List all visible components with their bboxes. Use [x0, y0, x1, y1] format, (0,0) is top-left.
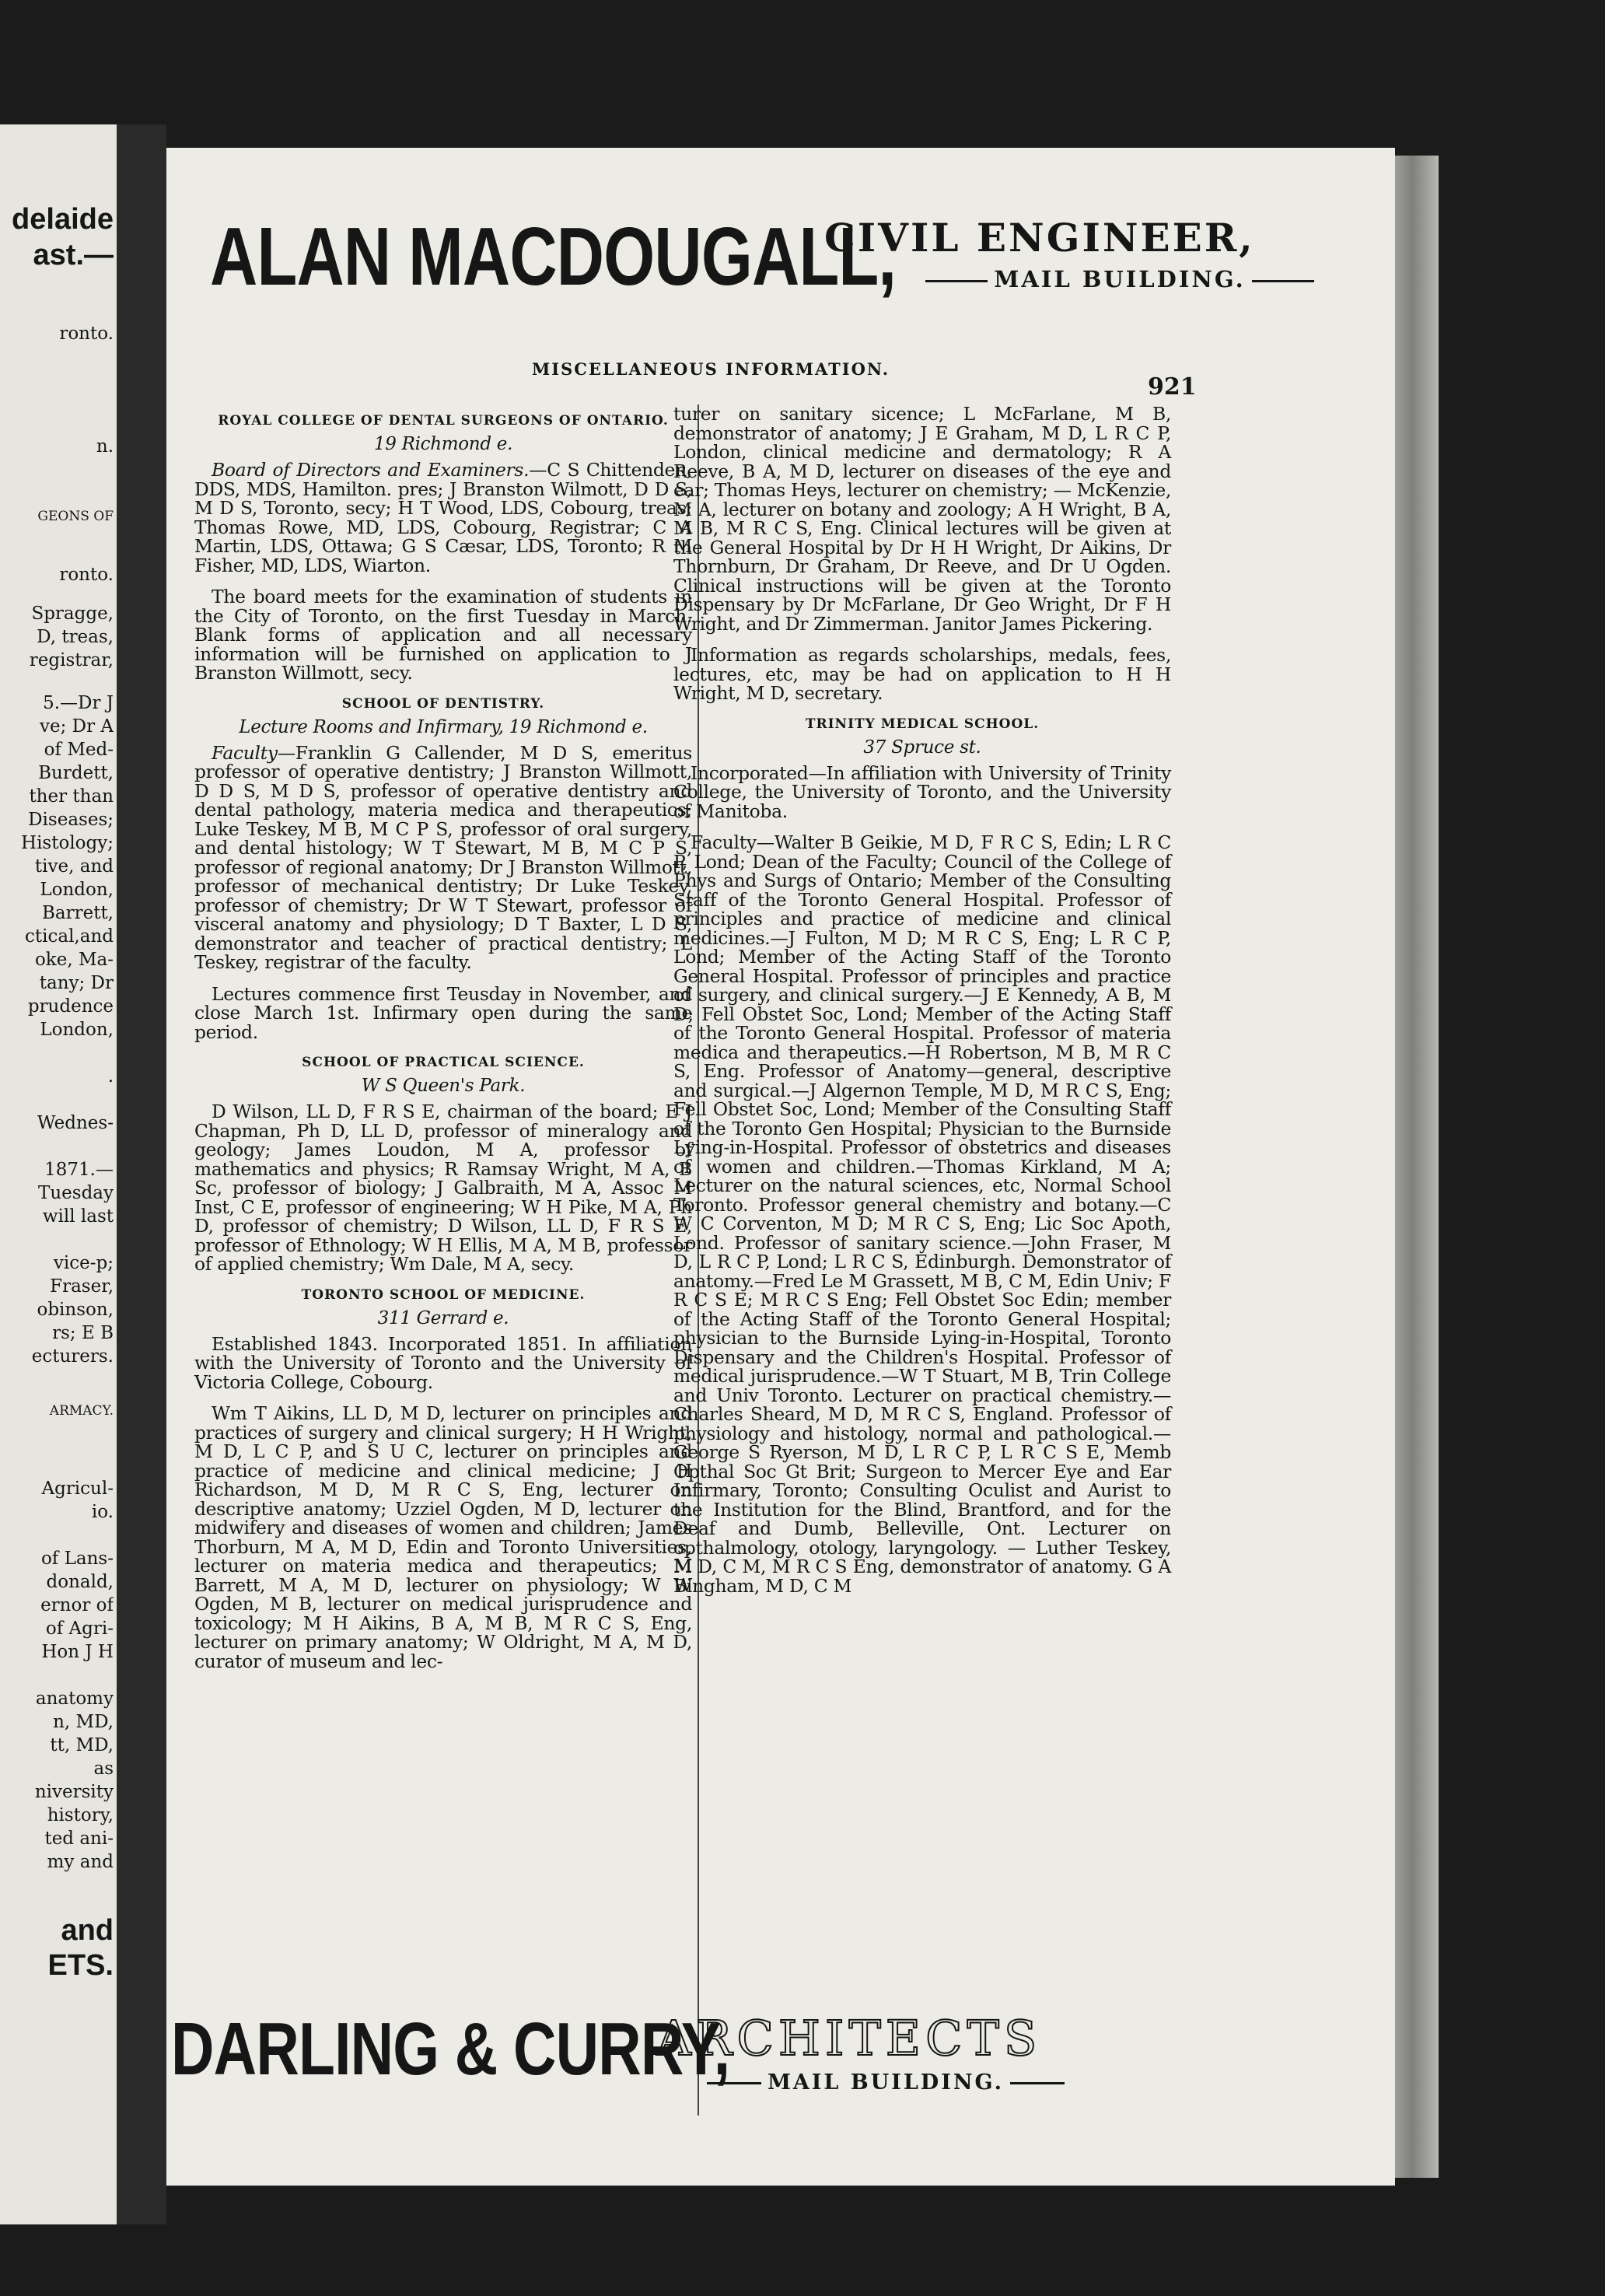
advertiser-name: ALAN MACDOUGALL,: [210, 211, 897, 303]
adjacent-page-fragment: tive, and: [34, 856, 114, 877]
paragraph-lead: Faculty: [212, 741, 278, 764]
adjacent-page-fragment: Fraser,: [50, 1276, 114, 1297]
adjacent-page-fragment: Agricul-: [41, 1479, 114, 1499]
section-address: 19 Richmond e.: [373, 434, 513, 454]
section-address: 311 Gerrard e.: [377, 1307, 509, 1328]
adjacent-page-fragment: Hon J H: [41, 1642, 114, 1662]
adjacent-page-fragment: D, treas,: [37, 627, 114, 647]
adjacent-page-fragment: my and: [47, 1852, 114, 1872]
adjacent-page-fragment: Histology;: [21, 833, 114, 853]
adjacent-page-fragment: Burdett,: [38, 763, 114, 783]
adjacent-page-fragment: n, MD,: [53, 1712, 114, 1732]
adjacent-page-fragment: vice-p;: [53, 1253, 114, 1273]
advertiser-trade: CIVIL ENGINEER,: [824, 215, 1255, 261]
paragraph: turer on sanitary sicence; L McFarlane, M B, demonstrator of anatomy; J E Graham, M D, L R C P, London, clinical medicine and dermatology; R A Reeve, B A, M D, lecturer on diseases of the eye and ear; Thomas Heys, lecturer on chemistry; — McKenzie, M A, lecturer on botany and zoology; A H Wright, B A, M B, M R C S, Eng. Clinical lectures will be given at the General Hospital by Dr H H Wright, Dr Aikins, Dr Thornburn, Dr Graham, Dr Reeve, and Dr U Ogden. Clinical instructions will be given at the Toronto Dispensary by Dr McFarlane, Dr Geo Wright, Dr F H Wright, and Dr Zimmerman. Janitor James Pickering.: [673, 403, 1171, 635]
adjacent-page-fragment: as: [93, 1759, 114, 1779]
adjacent-page-fragment: prudence: [27, 996, 114, 1017]
advertiser-address: MAIL BUILDING.: [832, 266, 1395, 292]
paragraph: Faculty—Walter B Geikie, M D, F R C S, Edin; L R C P, Lond; Dean of the Faculty; Council of the College of Phys and Surgs of Ontario; Member of the Consulting Staff of the Toronto General Hospital. Professor of principles and practice of medicine and clinical medicines.—J Fulton, M D; M R C S, Eng; L R C P, Lond; Member of the Acting Staff of the Toronto General Hospital. Professor of principles and practice of surgery, and clinical surgery.—J E Kennedy, A B, M D; Fell Obstet Soc, Lond; Member of the Acting Staff of the Toronto General Hospital. Professor of materia medica and therapeutics.—H Robertson, M B, M R C S, Eng. Professor of Anatomy—general, descriptive and surgical.—J Algernon Temple, M D, M R C S, Eng; Fell Obstet Soc, Lond; Member of the Consulting Staff of the Toronto Gen Hospital; Physician to the Burnside Lying-in-Hospital. Professor of obstetrics and diseases of women and children.—Thomas Kirkland, M A; Lecturer on the natural sciences, etc, Normal School Toronto. Professor general chemistry and botany.—C W C Corventon, M D; M R C S, Eng; Lic Soc Apoth, Lond. Professor of sanitary science.—John Fraser, M D, L R C P, Lond; L R C S, Edinburgh. Demonstrator of anatomy.—Fred Le M Grassett, M B, C M, Edin Univ; F R C S E; M R C S Eng; Fell Obstet Soc Edin; member of the Acting Staff of the Toronto General Hospital; physician to the Burnside Lying-in-Hospital, Toronto Dispensary and the Children's Hospital. Professor of medical jurisprudence.—W T Stuart, M B, Trin College and Univ Toronto. Lecturer on practical chemistry.—Charles Sheard, M D, M R C S, England. Professor of physiology and histology, normal and pathological.—George S Ryerson, M D, L R C P, L R C S E, Memb Opthal Soc Gt Brit; Surgeon to Mercer Eye and Ear Infirmary, Toronto; Consulting Oculist and Aurist to the Institution for the Blind, Brantford, and for the Deaf and Dumb, Belleville, Ont. Lecturer on opthalmology, otology, laryngology. — Luther Teskey, M D, C M, M R C S Eng, demonstrator of anatomy. G A Bingham, M D, C M: [673, 831, 1171, 1597]
adjacent-page-fragment: rs; E B: [52, 1323, 114, 1343]
adjacent-page-fragment: London,: [40, 1020, 114, 1040]
paragraph: The board meets for the examination of students in the City of Toronto, on the first Tuesday in March. Blank forms of application and all necessary information will be furnished on application to J Branston Willmott, secy.: [194, 586, 692, 684]
adjacent-page-fragment: registrar,: [29, 650, 114, 670]
adjacent-page-fragment: GEONS OF: [37, 509, 114, 524]
section-address: 37 Spruce st.: [863, 737, 981, 758]
adjacent-page-fragment: of Agri-: [45, 1619, 114, 1639]
adjacent-page-fragment: ther than: [29, 786, 114, 807]
paragraph: Wm T Aikins, LL D, M D, lecturer on principles and practices of surgery and clinical surgery; H H Wright, M D, L C P, and S U C, lecturer on principles and practice of medicine and clinical medicine; J H Richardson, M D, M R C S, Eng, lecturer on descriptive anatomy; Uzziel Ogden, M D, lecturer on midwifery and diseases of women and children; James Thorburn, M A, M D, Edin and Toronto Universities, lecturer on materia medica and therapeutics; M Barrett, M A, M D, lecturer on physiology; W W Ogden, M B, lecturer on medical jurisprudence and toxicology; M H Aikins, B A, M B, M R C S, Eng, lecturer on primary anatomy; W Oldright, M A, M D, curator of museum and lec-: [194, 1402, 692, 1672]
top-advertisement: [210, 210, 1376, 350]
section-title: TORONTO SCHOOL OF MEDICINE.: [301, 1286, 586, 1303]
adjacent-page-fragment: Diseases;: [28, 810, 114, 830]
left-column: [194, 404, 692, 1683]
paragraph: Incorporated—In affiliation with University of Trinity College, the University of Toronto, and the University of Manitoba.: [673, 761, 1171, 822]
section-address: Lecture Rooms and Infirmary, 19 Richmond e.: [239, 716, 648, 737]
paragraph: [194, 741, 692, 973]
adjacent-page-fragment: donald,: [46, 1572, 114, 1592]
adjacent-page-fragment: Barrett,: [41, 903, 114, 923]
adjacent-page-fragment: of Lans-: [40, 1549, 114, 1569]
adjacent-page-fragment: ted ani-: [44, 1829, 114, 1849]
paragraph-text: —Franklin G Callender, M D S, emeritus professor of operative dentistry; J Branston Willmott, D D S, M D S, professor of operative dentistry and dental pathology, materia medica and therapeutics; Luke Teskey, M B, M C P S, professor of oral surgery, and dental histology; W T Stewart, M B, M C P S, professor of regional anatomy; Dr J Branston Willmott, professor of mechanical dentistry; Dr Luke Teskey, professor of chemistry; Dr W T Stewart, professor of visceral anatomy and physiology; D T Baxter, L D S, demonstrator and teacher of practical dentistry; L Teskey, registrar of the faculty.: [194, 741, 692, 973]
paragraph: Information as regards scholarships, medals, fees, lectures, etc, may be had on application to H H Wright, M D, secretary.: [673, 644, 1171, 704]
adjacent-page-fragment: ernor of: [40, 1595, 114, 1615]
book-gutter: [117, 124, 166, 2224]
adjacent-page-fragment: .: [107, 1066, 114, 1087]
paragraph-lead: Board of Directors and Examiners.: [212, 459, 530, 481]
adjacent-page-fragment: history,: [47, 1805, 114, 1825]
adjacent-page-fragment: will last: [42, 1206, 114, 1227]
section-title: TRINITY MEDICAL SCHOOL.: [805, 716, 1040, 732]
adjacent-page-fragment: ecturers.: [31, 1346, 114, 1367]
paragraph: D Wilson, LL D, F R S E, chairman of the board; E J Chapman, Ph D, LL D, professor of mineralogy and geology; James Loudon, M A, professor of mathematics and physics; R Ramsay Wright, M A, B Sc, professor of biology; J Galbraith, M A, Assoc M Inst, C E, professor of engineering; W H Pike, M A, Ph D, professor of chemistry; D Wilson, LL D, F R S E, professor of Ethnology; W H Ellis, M A, M B, professor of applied chemistry; Wm Dale, M A, secy.: [194, 1101, 692, 1275]
adjacent-page-fragment: London,: [40, 880, 114, 900]
adjacent-page-fragment: anatomy: [35, 1689, 114, 1709]
page-number: 921: [1148, 373, 1197, 401]
adjacent-page-fragment: obinson,: [37, 1300, 114, 1320]
advertiser-address: MAIL BUILDING.: [656, 2070, 1115, 2095]
advertiser-trade: ARCHITECTS: [656, 2010, 1042, 2067]
adjacent-page-fragment: 1871.—: [44, 1160, 114, 1180]
running-head: MISCELLANEOUS INFORMATION.: [532, 359, 890, 379]
adjacent-page-fragment: ronto.: [59, 565, 114, 585]
adjacent-page-fragment: tany; Dr: [39, 973, 114, 993]
adjacent-page-fragment: 5.—Dr J: [43, 693, 114, 713]
adjacent-page-fragment: oke, Ma-: [34, 950, 114, 970]
right-column: [673, 404, 1171, 1608]
adjacent-page-fragment: of Med-: [44, 740, 114, 760]
adjacent-page-fragment: io.: [91, 1502, 114, 1522]
advertiser-name: DARLING & CURRY,: [171, 2007, 730, 2091]
section-title: SCHOOL OF DENTISTRY.: [341, 695, 545, 712]
adjacent-page-fragment: niversity: [34, 1782, 114, 1802]
page-edge: [1395, 156, 1439, 2178]
adjacent-page-fragment: delaide: [12, 203, 114, 236]
adjacent-page-fragment: n.: [96, 436, 114, 457]
section-title: ROYAL COLLEGE OF DENTAL SURGEONS OF ONTARIO.: [218, 413, 669, 429]
adjacent-page-fragment: ronto.: [59, 324, 114, 344]
adjacent-page-fragment: Spragge,: [31, 604, 114, 624]
adjacent-page-fragment: ctical,and: [25, 926, 114, 947]
adjacent-page-strip: [0, 124, 117, 2224]
adjacent-page-fragment: tt, MD,: [50, 1735, 114, 1755]
adjacent-page-fragment: ast.—: [33, 239, 114, 271]
section-address: W S Queen's Park.: [361, 1076, 526, 1096]
adjacent-page-fragment: ARMACY.: [49, 1403, 114, 1419]
directory-page: [166, 148, 1395, 2186]
paragraph-text: —C S Chittenden, DDS, MDS, Hamilton. pres; J Branston Wilmott, D D S, M D S, Toronto, secy; H T Wood, LDS, Cobourg, treas; Thomas Rowe, MD, LDS, Cobourg, Registrar; C A Martin, LDS, Ottawa; G S Cæsar, LDS, Toronto; R M Fisher, MD, LDS, Wiarton.: [194, 459, 692, 576]
adjacent-page-fragment: and: [61, 1914, 114, 1947]
section-title: SCHOOL OF PRACTICAL SCIENCE.: [302, 1055, 585, 1070]
paragraph: Established 1843. Incorporated 1851. In affiliation with the University of Toronto and the University of Victoria College, Cobourg.: [194, 1332, 692, 1393]
bottom-advertisement: [166, 2007, 1379, 2162]
adjacent-page-fragment: ve; Dr A: [39, 716, 114, 737]
adjacent-page-fragment: Wednes-: [37, 1113, 114, 1133]
paragraph: Lectures commence first Teusday in November, and close March 1st. Infirmary open during the same period.: [194, 982, 692, 1043]
adjacent-page-fragment: ETS.: [47, 1949, 114, 1982]
paragraph: [194, 460, 692, 575]
adjacent-page-fragment: Tuesday: [38, 1183, 114, 1203]
